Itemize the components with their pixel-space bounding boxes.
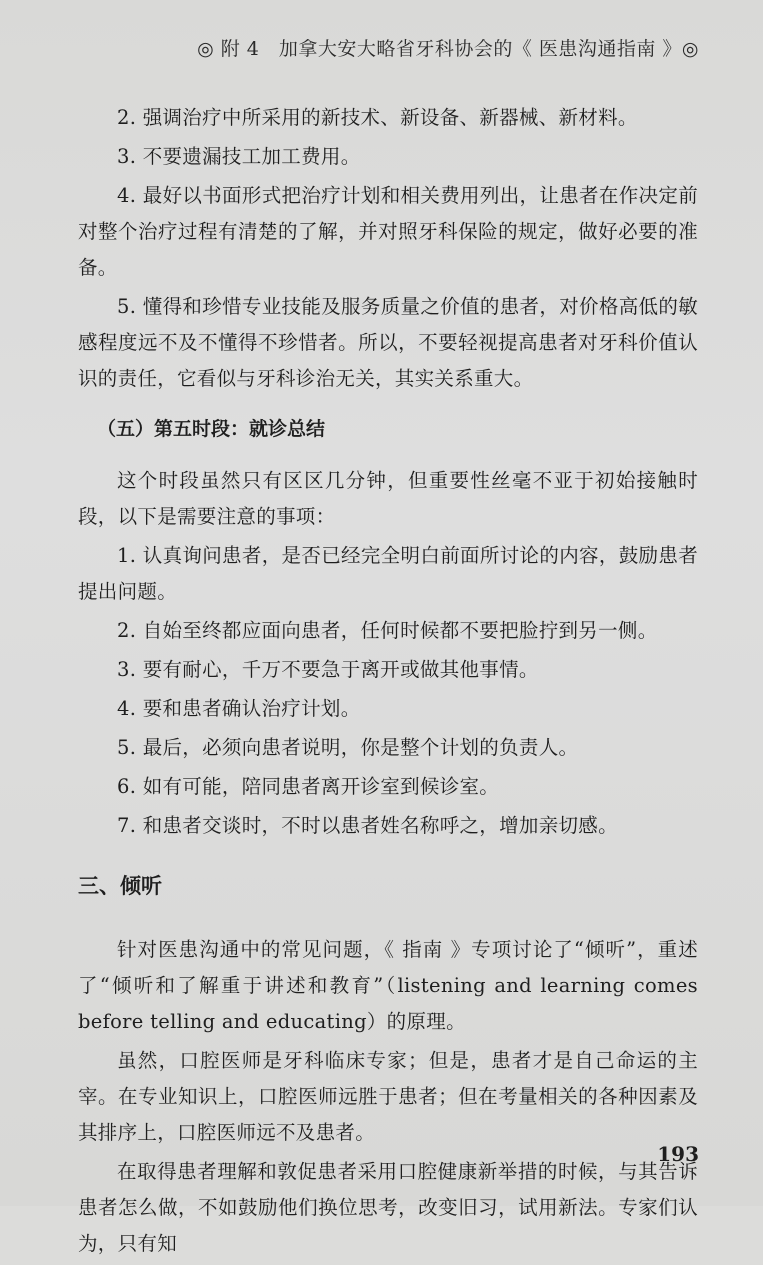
page-body: [78, 100, 698, 1265]
page-number: 193: [657, 1142, 699, 1166]
intro-paragraph: 这个时段虽然只有区区几分钟，但重要性丝毫不亚于初始接触时段，以下是需要注意的事项：: [78, 469, 698, 528]
list-item: 6. 如有可能，陪同患者离开诊室到候诊室。: [117, 775, 500, 798]
body-paragraph: 针对医患沟通中的常见问题，《 指南 》专项讨论了“倾听”，重述了“倾听和了解重于讲述和教育”（listening and learning comes before telling and educating）的原理。: [78, 938, 698, 1033]
list-item: 1. 认真询问患者，是否已经完全明白前面所讨论的内容，鼓励患者提出问题。: [78, 544, 698, 603]
list-item: 7. 和患者交谈时，不时以患者姓名称呼之，增加亲切感。: [117, 814, 618, 837]
list-item: 3. 要有耐心，千万不要急于离开或做其他事情。: [117, 658, 539, 681]
list-item: 2. 强调治疗中所采用的新技术、新设备、新器械、新材料。: [117, 106, 638, 129]
list-item: 3. 不要遗漏技工加工费用。: [117, 145, 361, 168]
running-header: ◎ 附 4 加拿大安大略省牙科协会的《 医患沟通指南 》◎: [197, 38, 699, 60]
list-item: 4. 要和患者确认治疗计划。: [117, 697, 361, 720]
body-paragraph: 在取得患者理解和敦促患者采用口腔健康新举措的时候，与其告诉患者怎么做，不如鼓励他们换位思考，改变旧习，试用新法。专家们认为，只有知: [78, 1160, 698, 1255]
subheading: （五）第五时段：就诊总结: [97, 418, 326, 440]
list-item: 2. 自始至终都应面向患者，任何时候都不要把脸拧到另一侧。: [117, 619, 658, 642]
list-item: 5. 懂得和珍惜专业技能及服务质量之价值的患者，对价格高低的敏感程度远不及不懂得不珍惜者。所以，不要轻视提高患者对牙科价值认识的责任，它看似与牙科诊治无关，其实关系重大。: [78, 295, 698, 390]
list-item: 4. 最好以书面形式把治疗计划和相关费用列出，让患者在作决定前对整个治疗过程有清楚的了解，并对照牙科保险的规定，做好必要的准备。: [78, 184, 698, 279]
list-item: 5. 最后，必须向患者说明，你是整个计划的负责人。: [117, 736, 579, 759]
body-paragraph: 虽然，口腔医师是牙科临床专家；但是，患者才是自己命运的主宰。在专业知识上，口腔医师远胜于患者；但在考量相关的各种因素及其排序上，口腔医师远不及患者。: [78, 1049, 698, 1144]
section-title: 三、倾听: [78, 874, 162, 898]
